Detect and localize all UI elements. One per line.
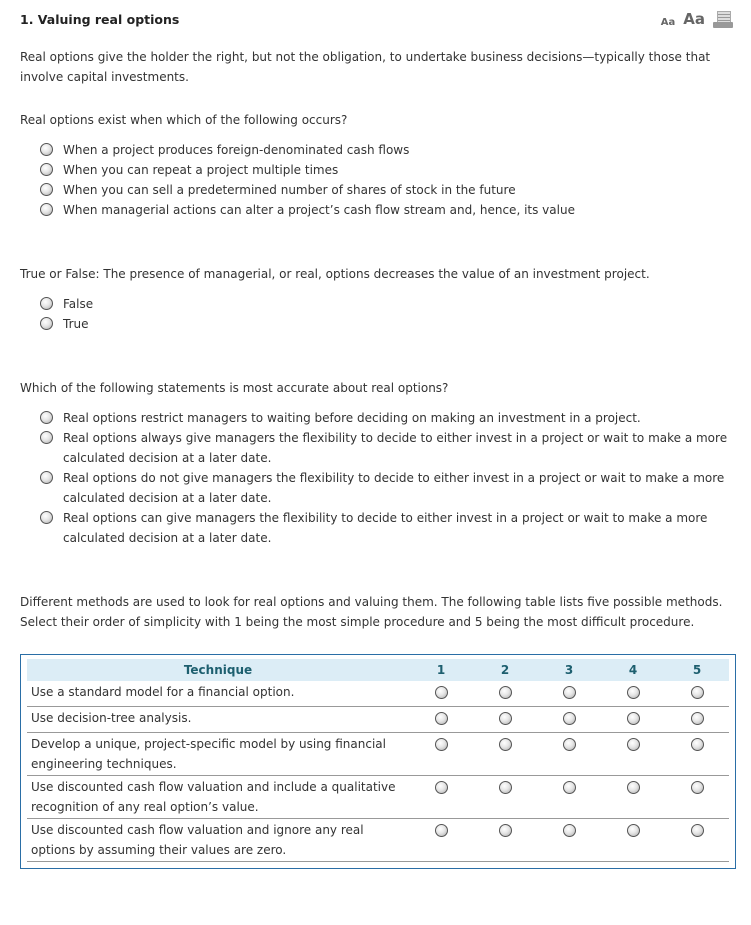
q3-option[interactable]	[40, 408, 732, 428]
print-icon[interactable]	[713, 11, 733, 28]
rank-cell-2	[473, 733, 537, 776]
rank-4-radio[interactable]	[627, 712, 640, 725]
radio-button[interactable]	[40, 297, 53, 310]
rank-cell-1	[409, 681, 473, 707]
column-header-5: 5	[665, 659, 729, 681]
rank-1-radio[interactable]	[435, 738, 448, 751]
rank-5-radio[interactable]	[691, 712, 704, 725]
option-label: Real options do not give managers the flexibility to decide to either invest in a project or wait to make a more calculated decision at a later date.	[63, 471, 725, 505]
rank-cell-5	[665, 707, 729, 733]
q1-option[interactable]	[40, 140, 732, 160]
column-header-2: 2	[473, 659, 537, 681]
rank-cell-4	[601, 776, 665, 819]
rank-2-radio[interactable]	[499, 712, 512, 725]
rank-5-radio[interactable]	[691, 738, 704, 751]
table-row	[27, 733, 729, 776]
rank-1-radio[interactable]	[435, 686, 448, 699]
option-label: False	[63, 297, 94, 311]
rank-3-radio[interactable]	[563, 738, 576, 751]
rank-cell-3	[537, 776, 601, 819]
decrease-font-button[interactable]: Aa	[660, 17, 676, 28]
rank-cell-1	[409, 819, 473, 862]
radio-button[interactable]	[40, 411, 53, 424]
rank-cell-4	[601, 681, 665, 707]
rank-2-radio[interactable]	[499, 686, 512, 699]
rank-cell-2	[473, 776, 537, 819]
intro-text: Real options give the holder the right, but not the obligation, to undertake business decisions—typically those that involve capital investments.	[20, 50, 711, 84]
rank-2-radio[interactable]	[499, 824, 512, 837]
rank-cell-1	[409, 733, 473, 776]
column-header-4: 4	[601, 659, 665, 681]
option-label: Real options always give managers the flexibility to decide to either invest in a project or wait to make a more calculated decision at a later date.	[63, 431, 728, 465]
q3-option[interactable]	[40, 428, 732, 468]
option-label: When you can sell a predetermined number of shares of stock in the future	[63, 183, 516, 197]
option-label: Real options can give managers the flexibility to decide to either invest in a project or wait to make a more calculated decision at a later date.	[63, 511, 708, 545]
rank-1-radio[interactable]	[435, 824, 448, 837]
q1-option[interactable]	[40, 160, 732, 180]
table-row	[27, 681, 729, 707]
radio-button[interactable]	[40, 431, 53, 444]
q3-options	[20, 408, 732, 548]
radio-button[interactable]	[40, 511, 53, 524]
rank-cell-1	[409, 776, 473, 819]
technique-label: Develop a unique, project-specific model by using financial engineering techniques.	[27, 733, 409, 776]
option-label: When a project produces foreign-denominated cash flows	[63, 143, 410, 157]
table-row	[27, 819, 729, 862]
rank-cell-2	[473, 681, 537, 707]
radio-button[interactable]	[40, 471, 53, 484]
increase-font-button[interactable]: Aa	[683, 10, 705, 28]
rank-cell-1	[409, 707, 473, 733]
table-row	[27, 776, 729, 819]
option-label: When you can repeat a project multiple times	[63, 163, 339, 177]
technique-label: Use a standard model for a financial option.	[27, 681, 409, 707]
column-header-1: 1	[409, 659, 473, 681]
column-header-technique: Technique	[27, 659, 409, 681]
q3-option[interactable]	[40, 508, 732, 548]
rank-1-radio[interactable]	[435, 712, 448, 725]
toolbar	[661, 10, 733, 28]
rank-cell-4	[601, 733, 665, 776]
q2-prompt: True or False: The presence of managerial, or real, options decreases the value of an investment project.	[20, 267, 650, 281]
technique-label: Use discounted cash flow valuation and ignore any real options by assuming their values are zero.	[27, 819, 409, 862]
rank-cell-5	[665, 819, 729, 862]
rank-4-radio[interactable]	[627, 824, 640, 837]
q1-prompt: Real options exist when which of the following occurs?	[20, 113, 348, 127]
q2-option[interactable]	[40, 314, 732, 334]
rank-4-radio[interactable]	[627, 686, 640, 699]
q4-prompt: Different methods are used to look for real options and valuing them. The following table lists five possible methods. Select their order of simplicity with 1 being the most simple procedure and 5 being the most difficult procedure.	[20, 595, 723, 629]
rank-cell-3	[537, 819, 601, 862]
q1-option[interactable]	[40, 180, 732, 200]
technique-label: Use discounted cash flow valuation and include a qualitative recognition of any real option’s value.	[27, 776, 409, 819]
rank-3-radio[interactable]	[563, 824, 576, 837]
q1-option[interactable]	[40, 200, 732, 220]
table-row	[27, 707, 729, 733]
rank-cell-5	[665, 681, 729, 707]
option-label: True	[63, 317, 89, 331]
option-label: Real options restrict managers to waiting before deciding on making an investment in a project.	[63, 411, 641, 425]
q3-prompt: Which of the following statements is most accurate about real options?	[20, 381, 449, 395]
radio-button[interactable]	[40, 143, 53, 156]
rank-3-radio[interactable]	[563, 686, 576, 699]
rank-5-radio[interactable]	[691, 824, 704, 837]
rank-cell-5	[665, 776, 729, 819]
rank-5-radio[interactable]	[691, 686, 704, 699]
radio-button[interactable]	[40, 317, 53, 330]
ranking-table	[20, 654, 736, 869]
column-header-3: 3	[537, 659, 601, 681]
q3-option[interactable]	[40, 468, 732, 508]
rank-5-radio[interactable]	[691, 781, 704, 794]
rank-cell-5	[665, 733, 729, 776]
rank-cell-3	[537, 733, 601, 776]
q1-options	[20, 140, 732, 220]
rank-4-radio[interactable]	[627, 738, 640, 751]
radio-button[interactable]	[40, 183, 53, 196]
rank-2-radio[interactable]	[499, 738, 512, 751]
rank-cell-3	[537, 681, 601, 707]
rank-cell-2	[473, 707, 537, 733]
rank-2-radio[interactable]	[499, 781, 512, 794]
rank-1-radio[interactable]	[435, 781, 448, 794]
option-label: When managerial actions can alter a project’s cash flow stream and, hence, its value	[63, 203, 575, 217]
radio-button[interactable]	[40, 203, 53, 216]
rank-cell-4	[601, 707, 665, 733]
question-title: 1. Valuing real options	[20, 12, 180, 27]
rank-3-radio[interactable]	[563, 781, 576, 794]
rank-cell-2	[473, 819, 537, 862]
rank-cell-4	[601, 819, 665, 862]
q2-option[interactable]	[40, 294, 732, 314]
technique-label: Use decision-tree analysis.	[27, 707, 409, 733]
rank-4-radio[interactable]	[627, 781, 640, 794]
rank-cell-3	[537, 707, 601, 733]
rank-3-radio[interactable]	[563, 712, 576, 725]
q2-options	[20, 294, 732, 334]
radio-button[interactable]	[40, 163, 53, 176]
